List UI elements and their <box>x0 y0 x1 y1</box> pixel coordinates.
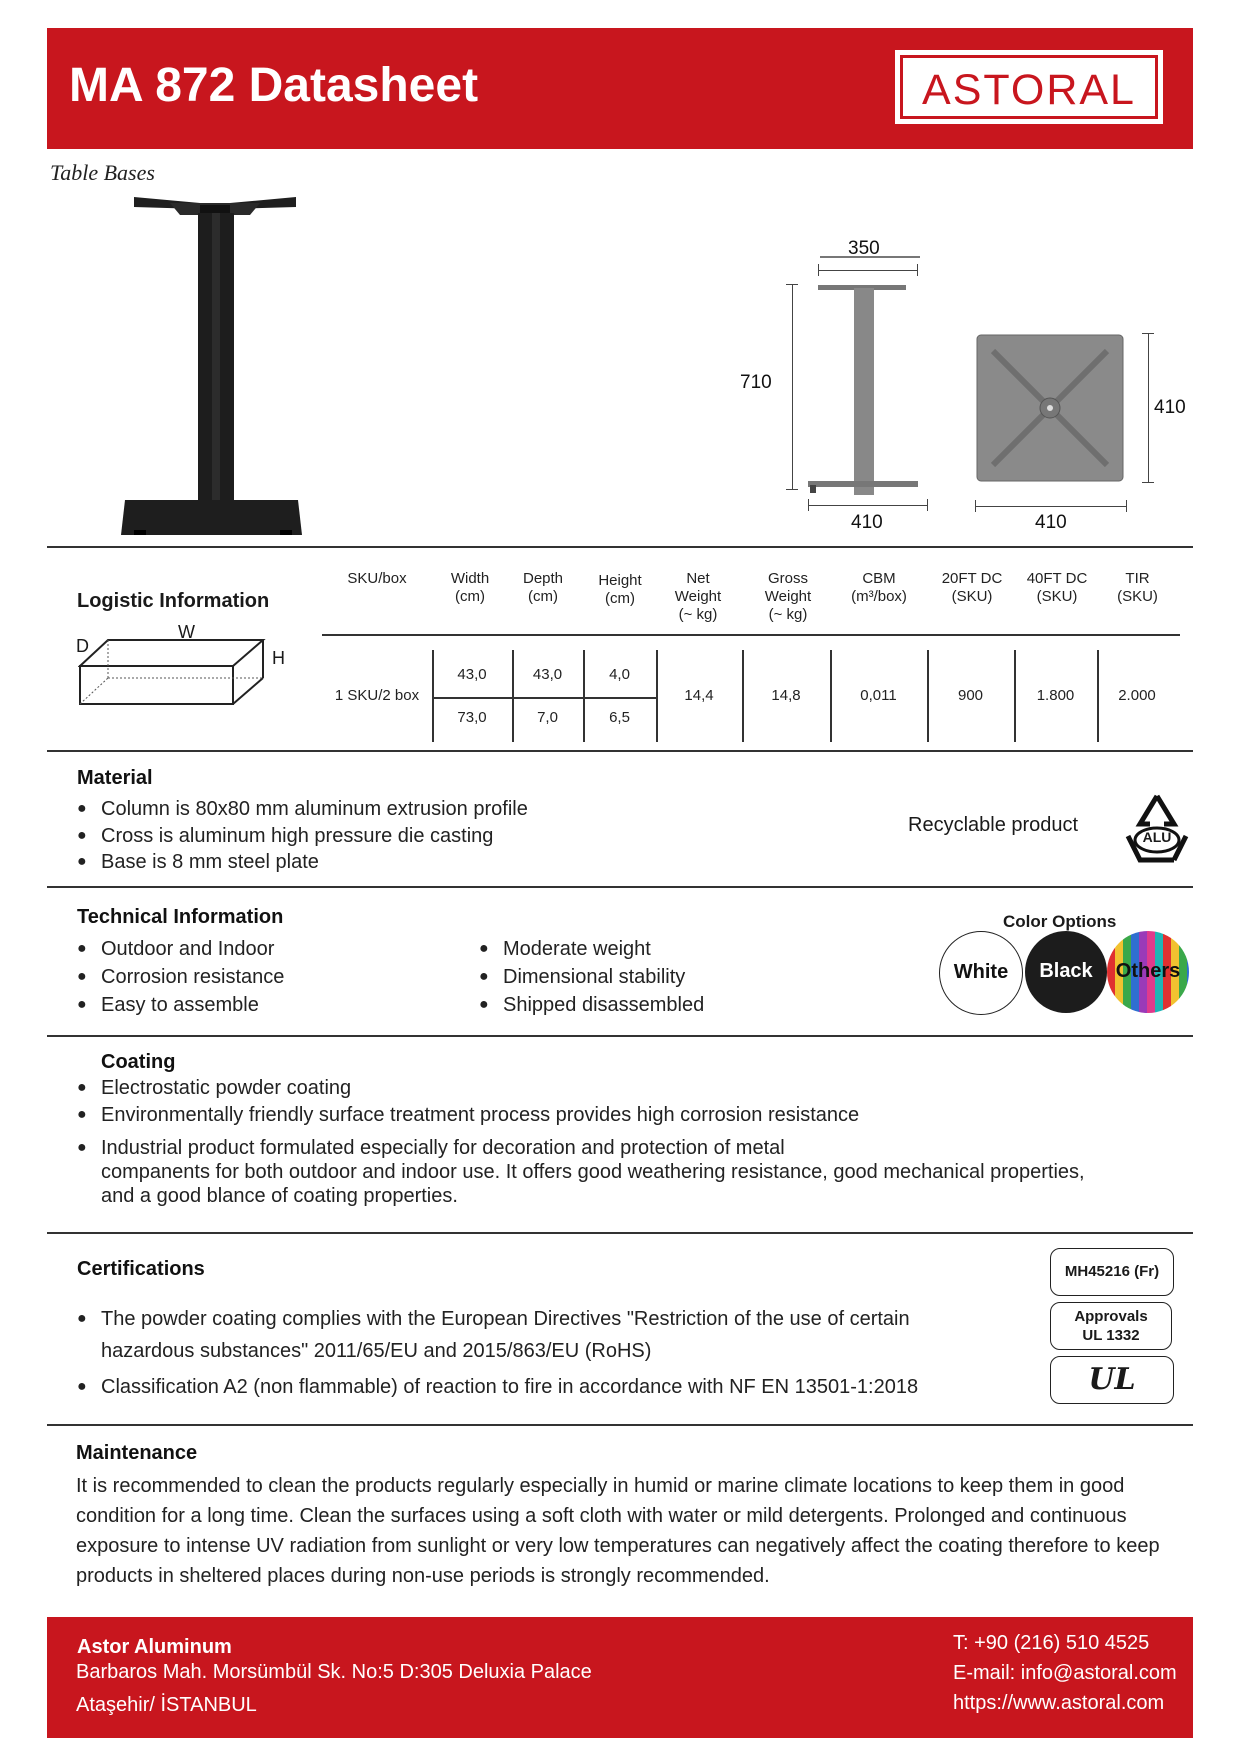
header-banner <box>47 28 1193 149</box>
footer-email[interactable]: E-mail: info@astoral.com <box>953 1662 1177 1684</box>
divider <box>47 546 1193 548</box>
divider <box>47 1232 1193 1234</box>
product-category: Table Bases <box>50 160 155 185</box>
certification-item: ● The powder coating complies with the European Directives "Restriction of the use of certain hazardous substances" 2011/65/EU and 2015/863/EU (RoHS) <box>77 1308 910 1362</box>
dim-top-width: 350 <box>848 238 880 259</box>
cert-badge-mh: MH45216 (Fr) <box>1050 1248 1174 1296</box>
footer-company: Astor Aluminum <box>77 1636 232 1658</box>
technical-item: ● Moderate weight <box>479 938 651 960</box>
td-sku-box: 1 SKU/2 box <box>334 687 420 704</box>
coating-item: ● Environmentally friendly surface treatment process provides high corrosion resistance <box>77 1104 860 1126</box>
th-20ft: 20FT DC (SKU) <box>941 570 1003 605</box>
color-black: Black <box>1025 931 1107 1013</box>
dim-top-view-depth: 410 <box>1154 397 1186 418</box>
divider <box>47 886 1193 888</box>
technical-item: ● Dimensional stability <box>479 966 686 988</box>
footer-address-1: Barbaros Mah. Morsümbül Sk. No:5 D:305 Deluxia Palace <box>76 1661 592 1683</box>
th-depth: Depth (cm) <box>522 570 564 605</box>
technical-item: ● Outdoor and Indoor <box>77 938 275 960</box>
certifications-title: Certifications <box>77 1258 205 1280</box>
side-view-drawing <box>780 255 940 495</box>
product-photo <box>120 195 310 535</box>
technical-title: Technical Information <box>77 906 284 928</box>
td-cbm: 0,011 <box>860 687 897 704</box>
color-white: White <box>939 931 1023 1015</box>
footer-address-2: Ataşehir/ İSTANBUL <box>76 1694 257 1716</box>
recycle-badge-text: ALU <box>1142 829 1172 845</box>
td-width-1: 43,0 <box>457 666 487 683</box>
td-height-2: 6,5 <box>609 709 630 726</box>
box-diagram <box>78 638 268 708</box>
td-40ft: 1.800 <box>1036 687 1075 704</box>
th-sku-box: SKU/box <box>347 570 407 587</box>
recyclable-label: Recyclable product <box>908 814 1079 836</box>
td-height-1: 4,0 <box>609 666 630 683</box>
dim-top-view-width: 410 <box>1035 512 1067 533</box>
th-net-weight: Net Weight (~ kg) <box>674 570 722 623</box>
td-net-weight: 14,4 <box>684 687 714 704</box>
material-title: Material <box>77 767 153 789</box>
technical-item: ● Shipped disassembled <box>479 994 705 1016</box>
table-header-line <box>322 634 1180 636</box>
divider <box>47 1424 1193 1426</box>
material-item: ● Base is 8 mm steel plate <box>77 851 319 873</box>
color-others: Others <box>1107 931 1189 1013</box>
th-gross-weight: Gross Weight (~ kg) <box>764 570 812 623</box>
logistic-title: Logistic Information <box>77 590 270 612</box>
dim-height: 710 <box>740 372 772 393</box>
td-tir: 2.000 <box>1118 687 1156 704</box>
coating-item: ● Industrial product formulated especially for decoration and protection of metal companents for both outdoor and indoor use. It offers good weathering resistance, good mechanical properties, and a good blance of coating properties. <box>77 1137 1085 1207</box>
box-label-w: W <box>178 622 195 642</box>
td-depth-2: 7,0 <box>537 709 558 726</box>
material-item: ● Column is 80x80 mm aluminum extrusion profile <box>77 798 528 820</box>
astoral-logo <box>895 50 1163 124</box>
ul-mark-icon: UL <box>1050 1356 1174 1404</box>
material-item: ● Cross is aluminum high pressure die casting <box>77 825 494 847</box>
footer-website-link[interactable]: https://www.astoral.com <box>953 1692 1165 1714</box>
coating-item: ● Electrostatic powder coating <box>77 1077 352 1099</box>
th-height: Height (cm) <box>598 572 642 607</box>
box-label-d: D <box>76 636 89 656</box>
certification-item: ● Classification A2 (non flammable) of reaction to fire in accordance with NF EN 13501-1:2018 <box>77 1376 919 1398</box>
th-cbm: CBM (m³/box) <box>851 570 907 605</box>
dim-base-width: 410 <box>851 512 883 533</box>
td-20ft: 900 <box>957 687 984 704</box>
logo-text: ASTORAL <box>922 66 1136 114</box>
divider <box>47 750 1193 752</box>
th-width: Width (cm) <box>450 570 490 605</box>
top-view-drawing <box>975 333 1125 483</box>
divider <box>47 1035 1193 1037</box>
footer <box>47 1617 1193 1738</box>
page-title: MA 872 Datasheet <box>69 59 479 112</box>
cert-badge-ul1332: Approvals UL 1332 <box>1050 1302 1172 1350</box>
td-depth-1: 43,0 <box>532 666 563 683</box>
td-gross-weight: 14,8 <box>771 687 801 704</box>
maintenance-title: Maintenance <box>76 1442 198 1464</box>
footer-phone: T: +90 (216) 510 4525 <box>953 1632 1150 1654</box>
th-40ft: 40FT DC (SKU) <box>1026 570 1088 605</box>
technical-item: ● Easy to assemble <box>77 994 259 1016</box>
maintenance-text: It is recommended to clean the products regularly especially in humid or marine climate locations to keep them in good condition for a long time. Clean the surfaces using a soft cloth with water or mild detergents. Prolonged and continuous exposure to intense UV radiation from sunlight or very low temperatures can negatively affect the coating therefore to keep products in sheltered places during non-use periods is strongly recommended. <box>76 1475 1160 1587</box>
color-options-title: Color Options <box>1003 912 1117 931</box>
box-label-h: H <box>272 648 285 668</box>
coating-title: Coating <box>101 1051 176 1073</box>
td-width-2: 73,0 <box>457 709 487 726</box>
technical-item: ● Corrosion resistance <box>77 966 285 988</box>
th-tir: TIR (SKU) <box>1117 570 1158 605</box>
